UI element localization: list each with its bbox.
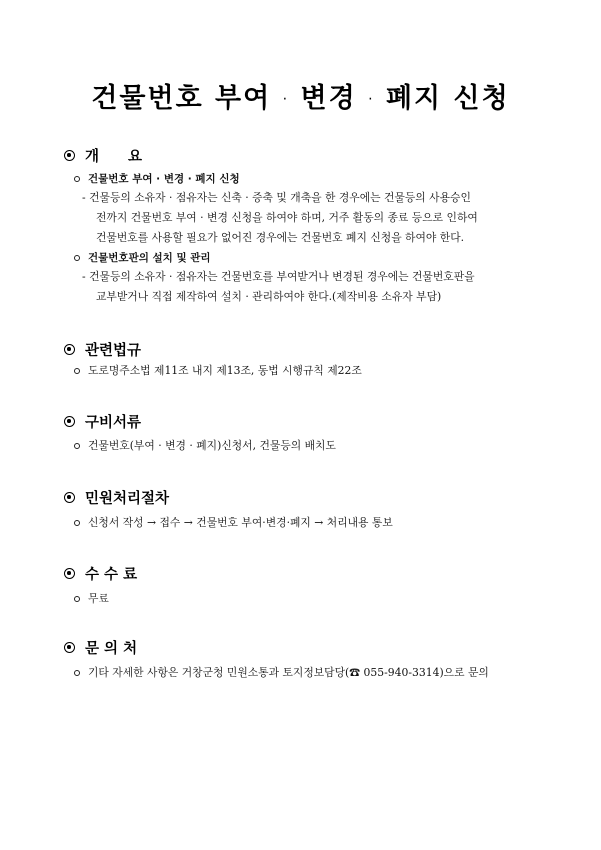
circle-bullet-icon bbox=[74, 443, 80, 449]
subheading-text: 건물번호판의 설치 및 관리 bbox=[88, 252, 211, 264]
target-circle-icon bbox=[64, 344, 75, 355]
circle-bullet-icon bbox=[74, 255, 80, 261]
target-circle-icon bbox=[64, 568, 75, 579]
title-part-abolish: 폐지 신청 bbox=[385, 83, 510, 114]
target-circle-icon bbox=[64, 642, 75, 653]
section-heading-text: 구비서류 bbox=[85, 415, 142, 431]
title-separator: · bbox=[368, 91, 375, 108]
section-heading-text: 관련법규 bbox=[85, 343, 142, 359]
process-item bbox=[74, 516, 393, 530]
title-part-issue: 건물번호 부여 bbox=[91, 83, 272, 114]
overview-text-line: 교부받거나 직접 제작하여 설치 · 관리하여야 한다.(제작비용 소유자 부담) bbox=[96, 290, 442, 303]
section-heading-overview bbox=[64, 145, 142, 166]
overview-text-line: 건물번호를 사용할 필요가 없어진 경우에는 건물번호 폐지 신청을 하여야 한다. bbox=[96, 231, 465, 244]
circle-bullet-icon bbox=[74, 520, 80, 526]
section-heading-process bbox=[64, 487, 169, 508]
contact-item-text: 기타 자세한 사항은 거창군청 민원소통과 토지정보담당(☎ 055-940-3314)으로 문의 bbox=[88, 666, 489, 679]
title-part-change: 변경 bbox=[300, 83, 357, 114]
section-heading-text: 문 의 처 bbox=[85, 641, 138, 657]
circle-bullet-icon bbox=[74, 368, 80, 374]
section-heading-text: 민원처리절차 bbox=[85, 491, 170, 507]
title-separator: · bbox=[282, 91, 290, 108]
law-item-text: 도로명주소법 제11조 내지 제13조, 동법 시행규칙 제22조 bbox=[88, 364, 362, 377]
overview-text-line: - 건물등의 소유자 · 점유자는 건물번호를 부여받거나 변경된 경우에는 건물번호판을 bbox=[82, 270, 475, 283]
section-heading-text: 개 요 bbox=[85, 149, 143, 165]
overview-text-line: - 건물등의 소유자 · 점유자는 신축 · 증축 및 개축을 한 경우에는 건물등의 사용승인 bbox=[82, 191, 471, 204]
subheading-text: 건물번호 부여 · 변경 · 폐지 신청 bbox=[88, 173, 240, 185]
circle-bullet-icon bbox=[74, 670, 80, 676]
section-heading-documents bbox=[64, 411, 141, 432]
overview-text-line: 전까지 건물번호 부여 · 변경 신청을 하여야 하며, 거주 활동의 종료 등으로 인하여 bbox=[96, 211, 478, 224]
contact-item bbox=[74, 666, 489, 680]
overview-subheading-1 bbox=[74, 172, 240, 186]
fee-item bbox=[74, 592, 109, 606]
circle-bullet-icon bbox=[74, 176, 80, 182]
document-title bbox=[0, 76, 601, 115]
documents-item-text: 건물번호(부여 · 변경 · 폐지)신청서, 건물등의 배치도 bbox=[88, 439, 336, 452]
documents-item bbox=[74, 439, 336, 453]
overview-subheading-2 bbox=[74, 251, 211, 265]
target-circle-icon bbox=[64, 416, 75, 427]
law-item bbox=[74, 364, 362, 378]
section-heading-fee bbox=[64, 563, 137, 584]
target-circle-icon bbox=[64, 150, 75, 161]
section-heading-contact bbox=[64, 637, 137, 658]
section-heading-law bbox=[64, 339, 141, 360]
circle-bullet-icon bbox=[74, 596, 80, 602]
process-item-text: 신청서 작성 → 접수 → 건물번호 부여·변경·폐지 → 처리내용 통보 bbox=[88, 516, 393, 529]
target-circle-icon bbox=[64, 492, 75, 503]
section-heading-text: 수 수 료 bbox=[85, 567, 138, 583]
fee-item-text: 무료 bbox=[88, 592, 109, 605]
